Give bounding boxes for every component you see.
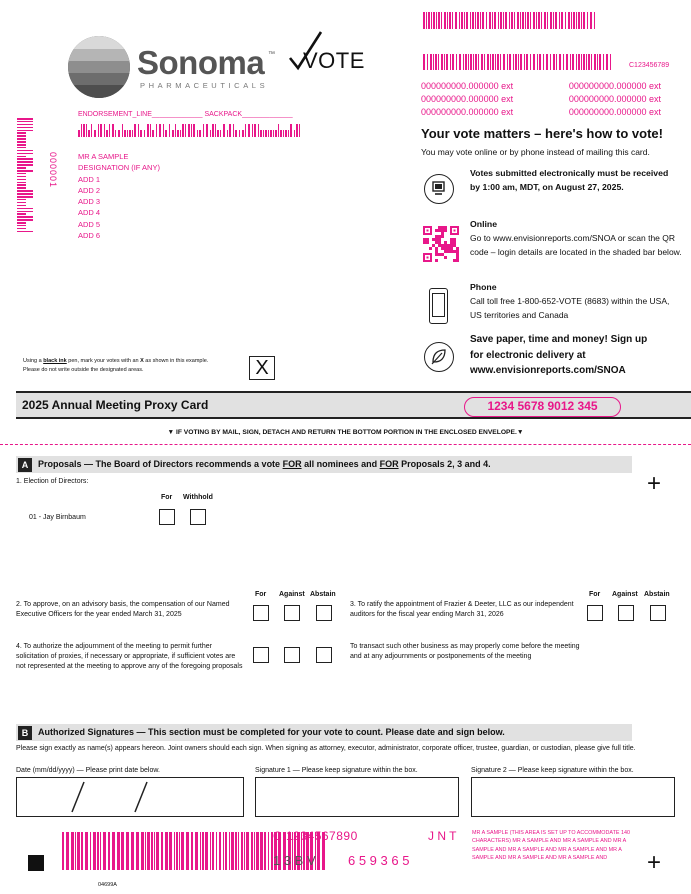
p2-for-checkbox[interactable] <box>253 605 269 621</box>
p3-col-for: For <box>589 591 601 598</box>
form-code: 04699A <box>98 882 117 888</box>
nominee-for-checkbox[interactable] <box>159 509 175 525</box>
p3-for-checkbox[interactable] <box>587 605 603 621</box>
save-paper-text: Save paper, time and money! Sign up for electronic delivery at www.envisionreports.com/SNOA <box>470 334 648 376</box>
nominee-withhold-checkbox[interactable] <box>190 509 206 525</box>
registration-square <box>28 855 44 871</box>
logo-name: Sonoma <box>137 44 265 81</box>
online-text: Go to www.envisionreports.com/SNOA or scan the QR code – login details are located in the shaded bar below. <box>470 233 682 257</box>
proposal-4-text: 4. To authorize the adjournment of the meeting to permit further solicitation of proxies, if necessary or appropriate, if sufficient votes are not represented at the meeting to approve any of the foregoing proposals <box>16 643 243 670</box>
logo-tm: ™ <box>268 51 275 58</box>
detach-line <box>0 444 691 445</box>
vertical-barcode <box>17 118 33 236</box>
plus-mark-a: + <box>647 470 662 497</box>
signature-2-field[interactable] <box>471 777 675 817</box>
section-b-letter: B <box>18 726 32 740</box>
phone-text: Call toll free 1-800-652-VOTE (8683) within the USA, US territories and Canada <box>470 296 670 320</box>
col-withhold-header: Withhold <box>183 494 213 501</box>
section-a-letter: A <box>18 458 32 472</box>
signing-instructions: Please sign exactly as name(s) appears hereon. Joint owners should each sign. When signing as attorney, executor, administrator, corporate officer, trustee, guardian, or custodian, please give full title. <box>16 745 636 752</box>
control-id: C123456789 <box>629 62 670 69</box>
col-for-header: For <box>161 494 173 501</box>
nominee-name: 01 - Jay Birnbaum <box>29 514 86 521</box>
ext-lines: 000000000.000000 ext 000000000.000000 ext 000000000.000000 ext 000000000.000000 ext 000000000.000000 ext 000000000.000000 ext <box>421 81 661 117</box>
vote-mark-text: VOTE <box>303 48 365 73</box>
section-b-title: Authorized Signatures — This section must be completed for your vote to count. Please date and sign below. <box>38 727 505 737</box>
vertical-code: 000001 <box>48 152 58 189</box>
detach-instruction: ▼ IF VOTING BY MAIL, SIGN, DETACH AND RETURN THE BOTTOM PORTION IN THE ENCLOSED ENVELOPE.▼ <box>167 429 524 436</box>
vote-matters-title: Your vote matters – here's how to vote! <box>421 126 663 141</box>
p4-abstain-checkbox[interactable] <box>316 647 332 663</box>
p2-col-abstain: Abstain <box>310 591 336 598</box>
footer-code-1: 1 3 B V <box>273 853 316 868</box>
date-field[interactable] <box>16 777 244 817</box>
p3-abstain-checkbox[interactable] <box>650 605 666 621</box>
phone-title: Phone <box>470 282 497 292</box>
election-label: 1. Election of Directors: <box>16 478 89 485</box>
p2-abstain-checkbox[interactable] <box>316 605 332 621</box>
logo-subtitle: PHARMACEUTICALS <box>140 81 269 90</box>
p2-against-checkbox[interactable] <box>284 605 300 621</box>
plus-mark-b: + <box>647 849 662 876</box>
phone-icon <box>429 288 448 324</box>
example-mark-box: X <box>249 356 275 380</box>
electronic-deadline: Votes submitted electronically must be received by 1:00 am, MDT, on August 27, 2025. <box>470 168 669 192</box>
p3-col-against: Against <box>612 591 638 598</box>
p3-col-abstain: Abstain <box>644 591 670 598</box>
signature-1-field[interactable] <box>255 777 459 817</box>
address-barcode <box>78 124 301 137</box>
endorsement-line: ENDORSEMENT_LINE_____________ SACKPACK_____________ <box>78 111 293 118</box>
other-business-text: To transact such other business as may properly come before the meeting and at any adjournments or postponements of the meeting <box>350 643 580 660</box>
address-block: MR A SAMPLE DESIGNATION (IF ANY) ADD 1 ADD 2 ADD 3 ADD 4 ADD 5 ADD 6 <box>78 152 160 241</box>
footer-jnt: J N T <box>428 829 457 843</box>
footer-code-2: 6 5 9 3 6 5 <box>348 853 410 868</box>
postal-barcode-mid <box>423 54 612 70</box>
p2-col-for: For <box>255 591 267 598</box>
footer-control: C 1234567890 <box>273 829 358 843</box>
qr-code-icon[interactable] <box>423 226 459 262</box>
card-title: 2025 Annual Meeting Proxy Card <box>22 398 209 412</box>
card-number: 1234 5678 9012 345 <box>464 397 621 417</box>
computer-icon <box>424 174 454 204</box>
p2-col-against: Against <box>279 591 305 598</box>
p3-against-checkbox[interactable] <box>618 605 634 621</box>
date-label: Date (mm/dd/yyyy) — Please print date below. <box>16 767 160 774</box>
footer-sample-text: MR A SAMPLE (THIS AREA IS SET UP TO ACCOMMODATE 140 CHARACTERS) MR A SAMPLE AND MR A SAMPLE AND MR A SAMPLE AND MR A SAMPLE AND MR A SAMPLE AND MR A SAMPLE AND MR A SAMPLE AND MR A SAMPLE AND <box>472 830 630 861</box>
logo-circle <box>68 36 130 98</box>
section-a-title: Proposals — The Board of Directors recommends a vote FOR all nominees and FOR Proposals 2, 3 and 4. <box>38 459 491 469</box>
leaf-icon <box>424 342 454 372</box>
postal-barcode-top <box>423 12 596 29</box>
sig1-label: Signature 1 — Please keep signature within the box. <box>255 767 418 774</box>
proposal-2-text: 2. To approve, on an advisory basis, the compensation of our Named Executive Officers for the year ended March 31, 2025 <box>16 601 230 618</box>
proposal-3-text: 3. To ratify the appointment of Frazier & Deeter, LLC as our independent auditors for the fiscal year ending March 31, 2026 <box>350 601 574 618</box>
sig2-label: Signature 2 — Please keep signature within the box. <box>471 767 634 774</box>
vote-matters-subtitle: You may vote online or by phone instead of mailing this card. <box>421 147 650 157</box>
online-title: Online <box>470 219 498 229</box>
p4-for-checkbox[interactable] <box>253 647 269 663</box>
marking-instructions: Using a black ink pen, mark your votes with an X as shown in this example. Please do not write outside the designated areas. <box>23 358 209 373</box>
p4-against-checkbox[interactable] <box>284 647 300 663</box>
